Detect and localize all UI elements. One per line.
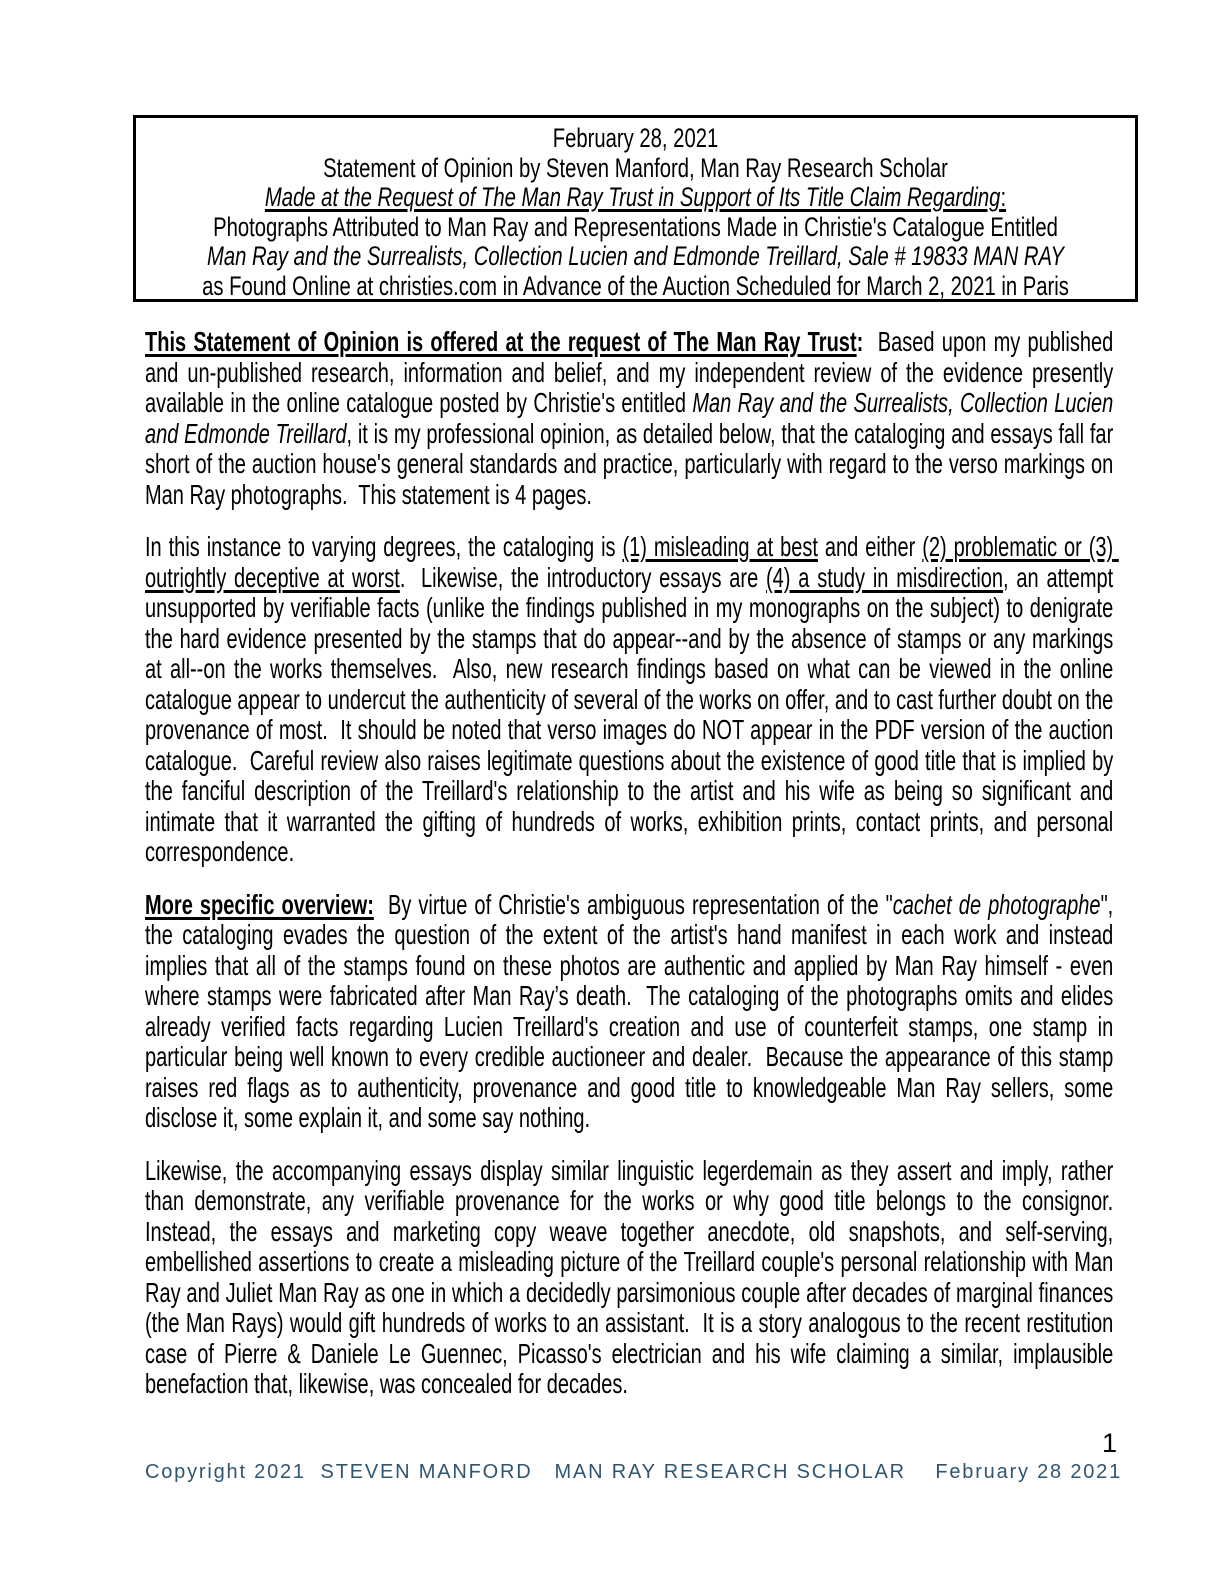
header-line-date	[136, 124, 1135, 154]
page-number: 1	[1102, 1428, 1118, 1458]
text-run: (4) a study in misdirection	[766, 561, 1004, 593]
text-run: By virtue of Christie's ambiguous representation of the "	[373, 888, 893, 920]
header-box	[133, 115, 1138, 302]
text-run: In this instance to varying degrees, the cataloging is	[145, 531, 623, 562]
paragraph-more-specific-overview	[145, 888, 1119, 1134]
header-line-sale-title	[136, 242, 1135, 272]
text-run: This Statement of Opinion is offered at the request of The Man Ray Trust	[145, 326, 857, 357]
text-run: Man Ray and the Surrealists, Collection Lucien and Edmonde Treillard	[145, 387, 1119, 449]
text-run: ", the cataloging evades the question of the extent of the artist's hand manifest in each work and instead implies that all of the stamps found on these photos are authentic and applied by Man Ray himself - even where stamps were fabricated after Man Ray’s death. The cataloging of the photographs omits and elides already verified facts regarding Lucien Treillard's creation and use of counterfeit stamps, one stamp in particular being well known to every credible auctioneer and dealer. Because the appearance of this stamp raises red flags as to authenticity, provenance and good title to knowledgeable Man Ray sellers, some disclose it, some explain it, and some say nothing.	[145, 888, 1119, 1133]
text-run: Statement of Opinion by Steven Manford, Man Ray Research Scholar	[323, 152, 948, 183]
text-run: , an attempt unsupported by verifiable facts (unlike the findings published in my monographs on the subject) to denigrate the hard evidence presented by the stamps that do appear--and by the absence of stamps or any markings at all--on the works themselves. Also, new research findings based on what can be viewed in the online catalogue appear to undercut the authenticity of several of the works on offer, and to cast further doubt on the provenance of most. It should be noted that verso images do NOT appear in the PDF version of the auction catalogue. Careful review also raises legitimate questions about the existence of good title that is implied by the fanciful description of the Treillard's relationship to the artist and his wife as being so significant and intimate that it warranted the gifting of hundreds of works, exhibition prints, contact prints, and personal correspondence.	[145, 561, 1119, 867]
text-run: and either	[817, 531, 923, 562]
header-line-photographs	[136, 213, 1135, 243]
text-run: cachet de photographe	[892, 888, 1101, 920]
header-line-found-online	[136, 272, 1135, 302]
text-run: More specific overview:	[145, 888, 374, 920]
header-line-statement-author	[136, 154, 1135, 184]
document-body	[145, 326, 1125, 1422]
text-run: , it is my professional opinion, as detailed below, that the cataloging and essays fall far short of the auction house's general standards and practice, particularly with regard to the verso markings on Man Ray photographs. This statement is 4 pages.	[145, 417, 1119, 510]
text-run: as Found Online at christies.com in Advance of the Auction Scheduled for March 2, 2021 in Paris	[202, 270, 1069, 301]
paragraph-cataloging-issues	[145, 531, 1119, 868]
text-run: Likewise, the accompanying essays display similar linguistic legerdemain as they assert and imply, rather than demonstrate, any verifiable provenance for the works or why good title belongs to the consignor. Instead, the essays and marketing copy weave together anecdote, old snapshots, and self-serving, embellished assertions to create a misleading picture of the Treillard couple's personal relationship with Man Ray and Juliet Man Ray as one in which a decidedly parsimonious couple after decades of marginal finances (the Man Rays) would gift hundreds of works to an assistant. It is a story analogous to the recent restitution case of Pierre & Daniele Le Guennec, Picasso's electrician and his wife claiming a similar, implausible benefaction that, likewise, was concealed for decades.	[145, 1154, 1125, 1399]
paragraph-essays-legerdemain	[145, 1154, 1125, 1400]
text-run: Based upon my published and un-published research, information and belief, and my independent review of the evidence presently available in the online catalogue posted by Christie's entitled	[145, 326, 1119, 418]
text-run: :	[856, 326, 864, 357]
text-run: :	[1000, 182, 1007, 212]
text-run: Man Ray and the Surrealists, Collection Lucien and Edmonde Treillard, Sale # 19833 MAN RAY	[207, 241, 1064, 271]
text-run: . Likewise, the introductory essays are	[399, 561, 767, 593]
text-run: Photographs Attributed to Man Ray and Representations Made in Christie's Catalogue Entitled	[213, 211, 1058, 242]
text-run: February 28, 2021	[552, 123, 719, 153]
text-run: Made at the Request of The Man Ray Trust in Support of Its Title Claim Regarding	[264, 182, 1001, 212]
header-line-request	[136, 183, 1135, 213]
text-run: (2) problematic or (3) outrightly deceptive at worst	[145, 531, 1119, 593]
header-box-content	[136, 124, 1135, 301]
footer-copyright: Copyright 2021 STEVEN MANFORD MAN RAY RESEARCH SCHOLAR February 28 2021	[145, 1461, 1123, 1483]
text-run: (1) misleading at best	[622, 531, 818, 562]
paragraph-statement-of-opinion	[145, 326, 1119, 510]
